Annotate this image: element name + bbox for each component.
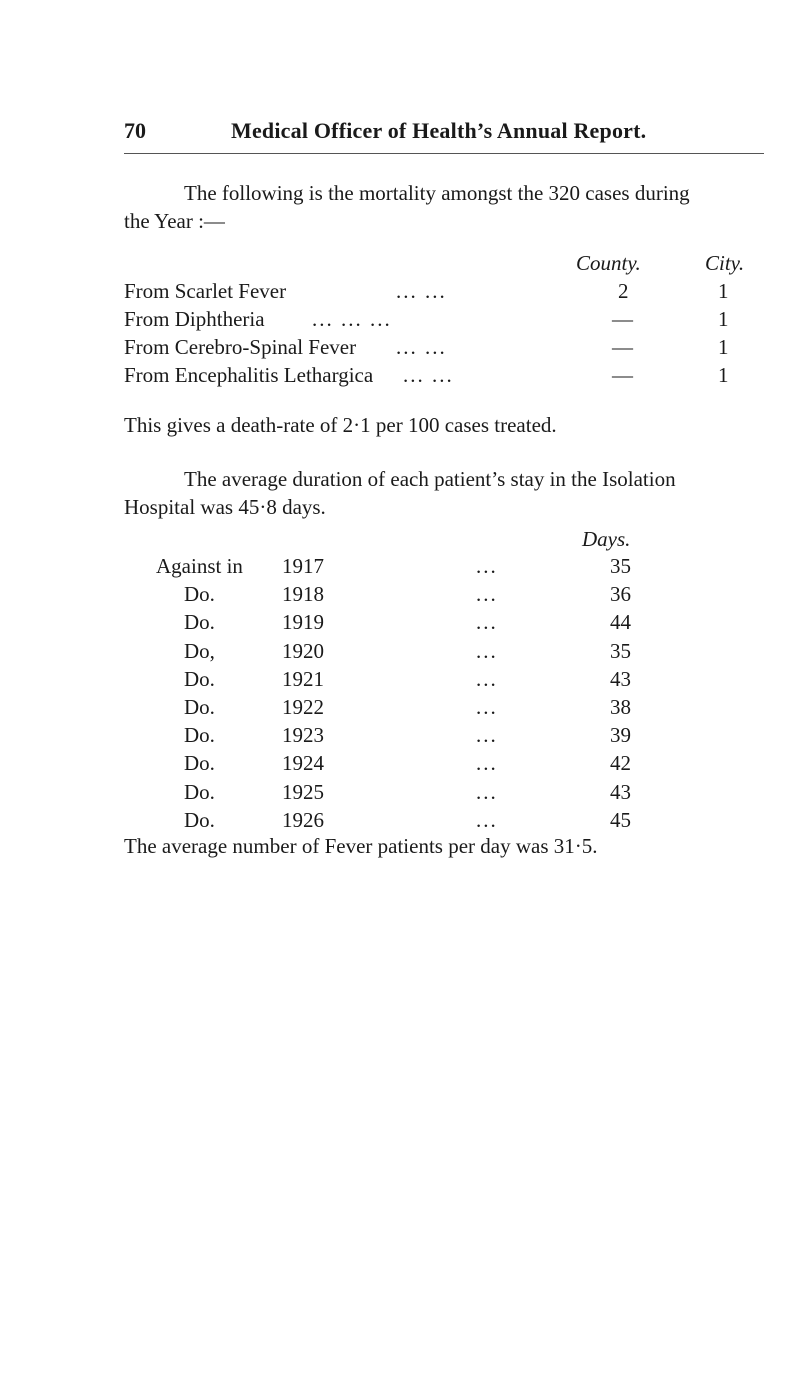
table-row xyxy=(0,667,800,697)
table-row xyxy=(0,279,800,309)
death-rate-text: This gives a death-rate of 2·1 per 100 cases treated. xyxy=(124,413,557,437)
year-value: 1920 xyxy=(282,639,324,663)
leader-dots: ... xyxy=(476,808,498,832)
year-value: 1924 xyxy=(282,751,324,775)
average-patients-text: The average number of Fever patients per day was 31·5. xyxy=(124,834,598,858)
column-header-city: City. xyxy=(705,251,745,275)
row-label: Do, xyxy=(184,639,215,663)
year-value: 1917 xyxy=(282,554,324,578)
leader-dots: ... ... xyxy=(403,363,454,387)
table-row xyxy=(0,307,800,337)
mortality-column-headers xyxy=(0,251,800,281)
leader-dots: ... xyxy=(476,780,498,804)
table-row xyxy=(0,751,800,781)
days-value: 45 xyxy=(610,808,631,832)
header-rule xyxy=(124,153,764,154)
cause-label: From Encephalitis Lethargica xyxy=(124,363,374,387)
county-value: 2 xyxy=(618,279,629,303)
leader-dots: ... xyxy=(476,695,498,719)
row-label: Do. xyxy=(184,723,215,747)
column-header-days: Days. xyxy=(582,527,631,551)
county-value: — xyxy=(612,363,633,387)
leader-dots: ... xyxy=(476,639,498,663)
city-value: 1 xyxy=(718,363,729,387)
city-value: 1 xyxy=(718,307,729,331)
leader-dots: ... ... ... xyxy=(312,307,392,331)
duration-intro-line2: Hospital was 45·8 days. xyxy=(124,495,326,519)
duration-column-header xyxy=(0,527,800,557)
county-value: — xyxy=(612,307,633,331)
row-label: Do. xyxy=(184,695,215,719)
days-value: 35 xyxy=(610,554,631,578)
days-value: 35 xyxy=(610,639,631,663)
city-value: 1 xyxy=(718,335,729,359)
leader-dots: ... ... xyxy=(396,279,447,303)
column-header-county: County. xyxy=(576,251,641,275)
year-value: 1925 xyxy=(282,780,324,804)
row-label: Do. xyxy=(184,667,215,691)
table-row xyxy=(0,639,800,669)
row-label: Do. xyxy=(184,610,215,634)
mortality-intro-line2: the Year :— xyxy=(124,209,225,233)
table-row xyxy=(0,610,800,640)
days-value: 43 xyxy=(610,667,631,691)
year-value: 1922 xyxy=(282,695,324,719)
table-row xyxy=(0,554,800,584)
row-label: Do. xyxy=(184,582,215,606)
mortality-intro-line1: The following is the mortality amongst the 320 cases during xyxy=(184,181,690,205)
table-row xyxy=(0,582,800,612)
leader-dots: ... ... xyxy=(396,335,447,359)
table-row xyxy=(0,363,800,393)
page-header xyxy=(124,118,764,148)
year-value: 1923 xyxy=(282,723,324,747)
row-label: Against in xyxy=(156,554,243,578)
days-value: 43 xyxy=(610,780,631,804)
leader-dots: ... xyxy=(476,582,498,606)
days-value: 42 xyxy=(610,751,631,775)
page-number: 70 xyxy=(124,118,146,143)
row-label: Do. xyxy=(184,751,215,775)
leader-dots: ... xyxy=(476,554,498,578)
table-row xyxy=(0,780,800,810)
row-label: Do. xyxy=(184,808,215,832)
days-value: 38 xyxy=(610,695,631,719)
year-value: 1918 xyxy=(282,582,324,606)
table-row xyxy=(0,723,800,753)
cause-label: From Cerebro-Spinal Fever xyxy=(124,335,357,359)
cause-label: From Diphtheria xyxy=(124,307,265,331)
leader-dots: ... xyxy=(476,751,498,775)
running-title: Medical Officer of Health’s Annual Report. xyxy=(231,118,647,143)
table-row xyxy=(0,695,800,725)
duration-intro-line1: The average duration of each patient’s stay in the Isolation xyxy=(184,467,676,491)
leader-dots: ... xyxy=(476,610,498,634)
year-value: 1919 xyxy=(282,610,324,634)
table-row xyxy=(0,335,800,365)
county-value: — xyxy=(612,335,633,359)
city-value: 1 xyxy=(718,279,729,303)
row-label: Do. xyxy=(184,780,215,804)
year-value: 1926 xyxy=(282,808,324,832)
days-value: 39 xyxy=(610,723,631,747)
days-value: 44 xyxy=(610,610,631,634)
leader-dots: ... xyxy=(476,667,498,691)
year-value: 1921 xyxy=(282,667,324,691)
days-value: 36 xyxy=(610,582,631,606)
leader-dots: ... xyxy=(476,723,498,747)
cause-label: From Scarlet Fever xyxy=(124,279,287,303)
